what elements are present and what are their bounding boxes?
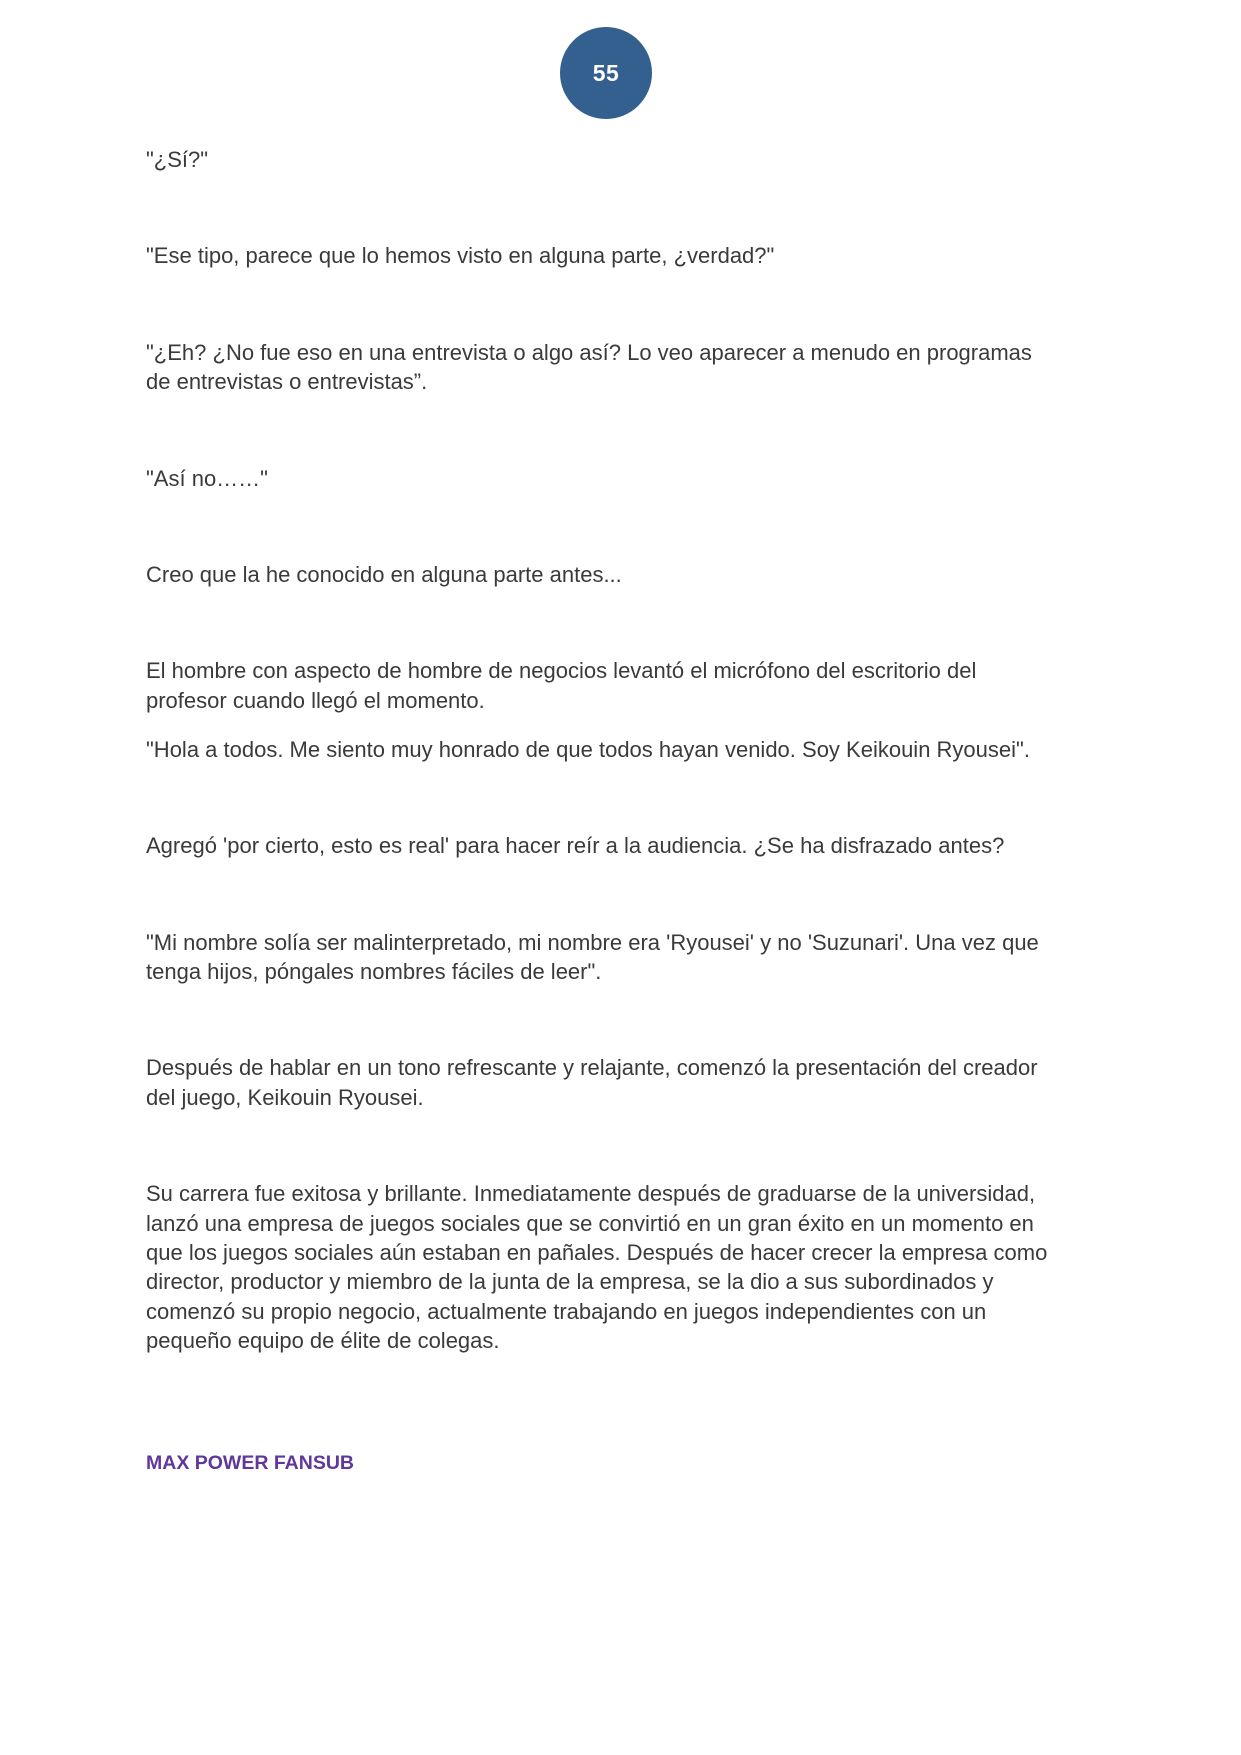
paragraph <box>146 831 1146 860</box>
paragraph-line: pequeño equipo de élite de colegas. <box>146 1328 500 1354</box>
paragraph-line: de entrevistas o entrevistas”. <box>146 369 428 395</box>
paragraph-line: Su carrera fue exitosa y brillante. Inmediatamente después de graduarse de la universidad, <box>146 1181 1036 1207</box>
paragraph-line: del juego, Keikouin Ryousei. <box>146 1084 424 1110</box>
paragraph-line: Creo que la he conocido en alguna parte antes... <box>146 561 622 587</box>
paragraph <box>146 145 1146 174</box>
paragraph <box>146 464 1146 493</box>
paragraph-line: lanzó una empresa de juegos sociales que se convirtió en un gran éxito en un momento en <box>146 1210 1034 1236</box>
paragraph-line: "Hola a todos. Me siento muy honrado de que todos hayan venido. Soy Keikouin Ryousei". <box>146 736 1030 762</box>
paragraph-line: El hombre con aspecto de hombre de negocios levantó el micrófono del escritorio del <box>146 658 977 684</box>
paragraph <box>146 928 1146 987</box>
paragraph-line: "Ese tipo, parece que lo hemos visto en alguna parte, ¿verdad?" <box>146 243 775 269</box>
document-body <box>146 145 1146 1375</box>
paragraph-line: que los juegos sociales aún estaban en pañales. Después de hacer crecer la empresa como <box>146 1239 1048 1265</box>
footer-credit: MAX POWER FANSUB <box>146 1452 355 1474</box>
paragraph-line: Agregó 'por cierto, esto es real' para hacer reír a la audiencia. ¿Se ha disfrazado antes? <box>146 833 1005 859</box>
page-number-badge <box>560 27 652 119</box>
paragraph <box>146 1053 1146 1112</box>
paragraph <box>146 241 1146 270</box>
paragraph-line: "Mi nombre solía ser malinterpretado, mi nombre era 'Ryousei' y no 'Suzunari'. Una vez que <box>146 929 1039 955</box>
paragraph-line: comenzó su propio negocio, actualmente trabajando en juegos independientes con un <box>146 1298 987 1324</box>
paragraph <box>146 1179 1146 1355</box>
paragraph-line: tenga hijos, póngales nombres fáciles de leer". <box>146 958 602 984</box>
paragraph-line: Después de hablar en un tono refrescante y relajante, comenzó la presentación del creador <box>146 1055 1038 1081</box>
paragraph <box>146 656 1146 715</box>
paragraph-line: profesor cuando llegó el momento. <box>146 687 485 713</box>
paragraph <box>146 338 1146 397</box>
paragraph-line: director, productor y miembro de la junta de la empresa, se la dio a sus subordinados y <box>146 1269 994 1295</box>
paragraph-line: "¿Sí?" <box>146 147 209 172</box>
paragraph-line: "Así no……" <box>146 465 268 491</box>
paragraph-line: "¿Eh? ¿No fue eso en una entrevista o algo así? Lo veo aparecer a menudo en programas <box>146 339 1032 365</box>
paragraph <box>146 560 1146 589</box>
page-number: 55 <box>592 59 620 86</box>
paragraph <box>146 735 1146 764</box>
